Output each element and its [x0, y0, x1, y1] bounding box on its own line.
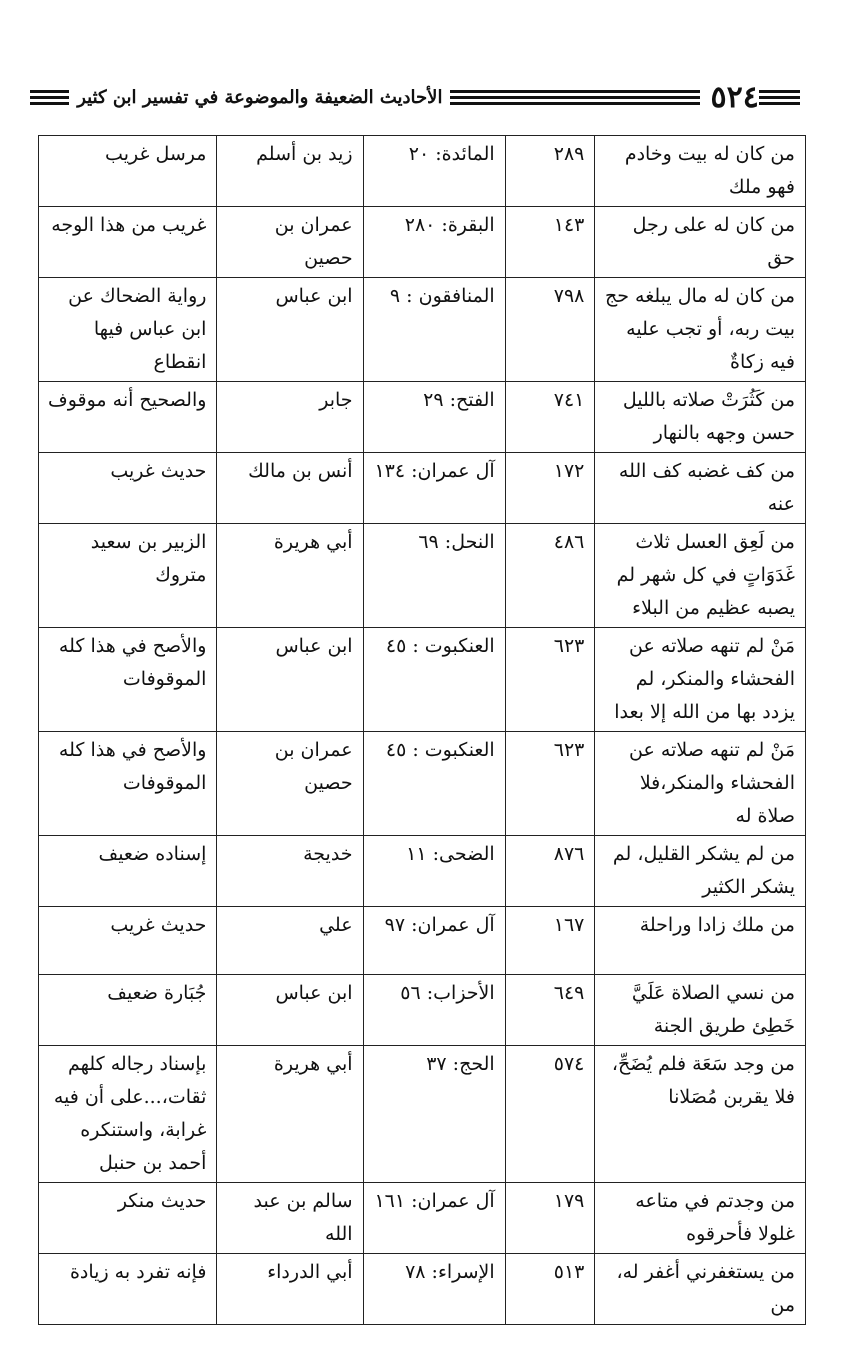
verse-location-cell: الفتح: ٢٩ — [363, 382, 505, 453]
table-row — [39, 907, 806, 975]
grade-cell: والأصح في هذا كله الموقوفات — [39, 628, 217, 732]
grade-cell: حديث منكر — [39, 1183, 217, 1254]
grade-cell: إسناده ضعيف — [39, 836, 217, 907]
table-row — [39, 1254, 806, 1325]
narrator-cell: علي — [217, 907, 363, 975]
grade-cell: مرسل غريب — [39, 136, 217, 207]
hadith-text-cell: من ملك زادا وراحلة — [595, 907, 806, 975]
page-ref-cell: ٦٤٩ — [505, 975, 595, 1046]
hadith-text-cell: من لَعِق العسل ثلاث غَدَوَاتٍ في كل شهر لم يصبه عظيم من البلاء — [595, 524, 806, 628]
page-ref-cell: ٢٨٩ — [505, 136, 595, 207]
page-ref-cell: ٨٧٦ — [505, 836, 595, 907]
table-row — [39, 278, 806, 382]
table-row — [39, 207, 806, 278]
table-body — [39, 136, 806, 1325]
grade-cell: فإنه تفرد به زيادة — [39, 1254, 217, 1325]
hadith-text-cell: من كان له على رجل حق — [595, 207, 806, 278]
narrator-cell: أبي هريرة — [217, 524, 363, 628]
narrator-cell: جابر — [217, 382, 363, 453]
header-rule-left — [30, 90, 69, 105]
table-row — [39, 1183, 806, 1254]
narrator-cell: أبي الدرداء — [217, 1254, 363, 1325]
table-row — [39, 524, 806, 628]
header-rule-right — [759, 90, 800, 105]
grade-cell: جُبَارة ضعيف — [39, 975, 217, 1046]
narrator-cell: ابن عباس — [217, 628, 363, 732]
table-row — [39, 136, 806, 207]
hadith-text-cell: من كَثُرَتْ صلاته بالليل حسن وجهه بالنهار — [595, 382, 806, 453]
grade-cell: الزبير بن سعيد متروك — [39, 524, 217, 628]
page-ref-cell: ١٤٣ — [505, 207, 595, 278]
table-row — [39, 836, 806, 907]
hadith-text-cell: من كان له بيت وخادم فهو ملك — [595, 136, 806, 207]
table-row — [39, 975, 806, 1046]
page-ref-cell: ٦٢٣ — [505, 732, 595, 836]
narrator-cell: عمران بن حصين — [217, 732, 363, 836]
narrator-cell: أنس بن مالك — [217, 453, 363, 524]
hadith-text-cell: من وجد سَعَة فلم يُضَحِّ، فلا يقربن مُصَلانا — [595, 1046, 806, 1183]
table-row — [39, 732, 806, 836]
page-ref-cell: ٥٧٤ — [505, 1046, 595, 1183]
verse-location-cell: الأحزاب: ٥٦ — [363, 975, 505, 1046]
header-rule-middle — [450, 90, 700, 105]
grade-cell: بإسناد رجاله كلهم ثقات،...على أن فيه غرابة، واستنكره أحمد بن حنبل — [39, 1046, 217, 1183]
verse-location-cell: المنافقون : ٩ — [363, 278, 505, 382]
narrator-cell: ابن عباس — [217, 975, 363, 1046]
hadith-text-cell: مَنْ لم تنهه صلاته عن الفحشاء والمنكر،فلا صلاة له — [595, 732, 806, 836]
narrator-cell: خديجة — [217, 836, 363, 907]
narrator-cell: عمران بن حصين — [217, 207, 363, 278]
narrator-cell: زيد بن أسلم — [217, 136, 363, 207]
page-ref-cell: ٤٨٦ — [505, 524, 595, 628]
verse-location-cell: الضحى: ١١ — [363, 836, 505, 907]
page-ref-cell: ٧٩٨ — [505, 278, 595, 382]
narrator-cell: أبي هريرة — [217, 1046, 363, 1183]
verse-location-cell: العنكبوت : ٤٥ — [363, 628, 505, 732]
verse-location-cell: البقرة: ٢٨٠ — [363, 207, 505, 278]
grade-cell: غريب من هذا الوجه — [39, 207, 217, 278]
page-ref-cell: ١٦٧ — [505, 907, 595, 975]
table-row — [39, 1046, 806, 1183]
hadith-text-cell: من نسي الصلاة عَلَيَّ خَطِئ طريق الجنة — [595, 975, 806, 1046]
grade-cell: والأصح في هذا كله الموقوفات — [39, 732, 217, 836]
narrator-cell: سالم بن عبد الله — [217, 1183, 363, 1254]
page-header — [30, 80, 800, 114]
grade-cell: والصحيح أنه موقوف — [39, 382, 217, 453]
hadith-text-cell: من يستغفرني أغفر له، من — [595, 1254, 806, 1325]
verse-location-cell: الإسراء: ٧٨ — [363, 1254, 505, 1325]
hadith-text-cell: مَنْ لم تنهه صلاته عن الفحشاء والمنكر، لم يزدد بها من الله إلا بعدا — [595, 628, 806, 732]
verse-location-cell: آل عمران: ١٣٤ — [363, 453, 505, 524]
hadith-text-cell: من كف غضبه كف الله عنه — [595, 453, 806, 524]
hadith-text-cell: من لم يشكر القليل، لم يشكر الكثير — [595, 836, 806, 907]
page-ref-cell: ١٧٩ — [505, 1183, 595, 1254]
page-ref-cell: ٦٢٣ — [505, 628, 595, 732]
hadith-table — [38, 135, 806, 1325]
verse-location-cell: الحج: ٣٧ — [363, 1046, 505, 1183]
verse-location-cell: آل عمران: ١٦١ — [363, 1183, 505, 1254]
verse-location-cell: آل عمران: ٩٧ — [363, 907, 505, 975]
running-title: الأحاديث الضعيفة والموضوعة في تفسير ابن كثير — [77, 86, 443, 108]
verse-location-cell: العنكبوت : ٤٥ — [363, 732, 505, 836]
table-row — [39, 382, 806, 453]
verse-location-cell: النحل: ٦٩ — [363, 524, 505, 628]
page-ref-cell: ١٧٢ — [505, 453, 595, 524]
table-row — [39, 628, 806, 732]
grade-cell: حديث غريب — [39, 453, 217, 524]
page-number: ٥٢٤ — [710, 79, 759, 115]
narrator-cell: ابن عباس — [217, 278, 363, 382]
hadith-text-cell: من كان له مال يبلغه حج بيت ربه، أو تجب عليه فيه زكاةٌ — [595, 278, 806, 382]
page-ref-cell: ٧٤١ — [505, 382, 595, 453]
page-ref-cell: ٥١٣ — [505, 1254, 595, 1325]
grade-cell: حديث غريب — [39, 907, 217, 975]
hadith-text-cell: من وجدتم في متاعه غلولا فأحرقوه — [595, 1183, 806, 1254]
verse-location-cell: المائدة: ٢٠ — [363, 136, 505, 207]
table-row — [39, 453, 806, 524]
grade-cell: رواية الضحاك عن ابن عباس فيها انقطاع — [39, 278, 217, 382]
